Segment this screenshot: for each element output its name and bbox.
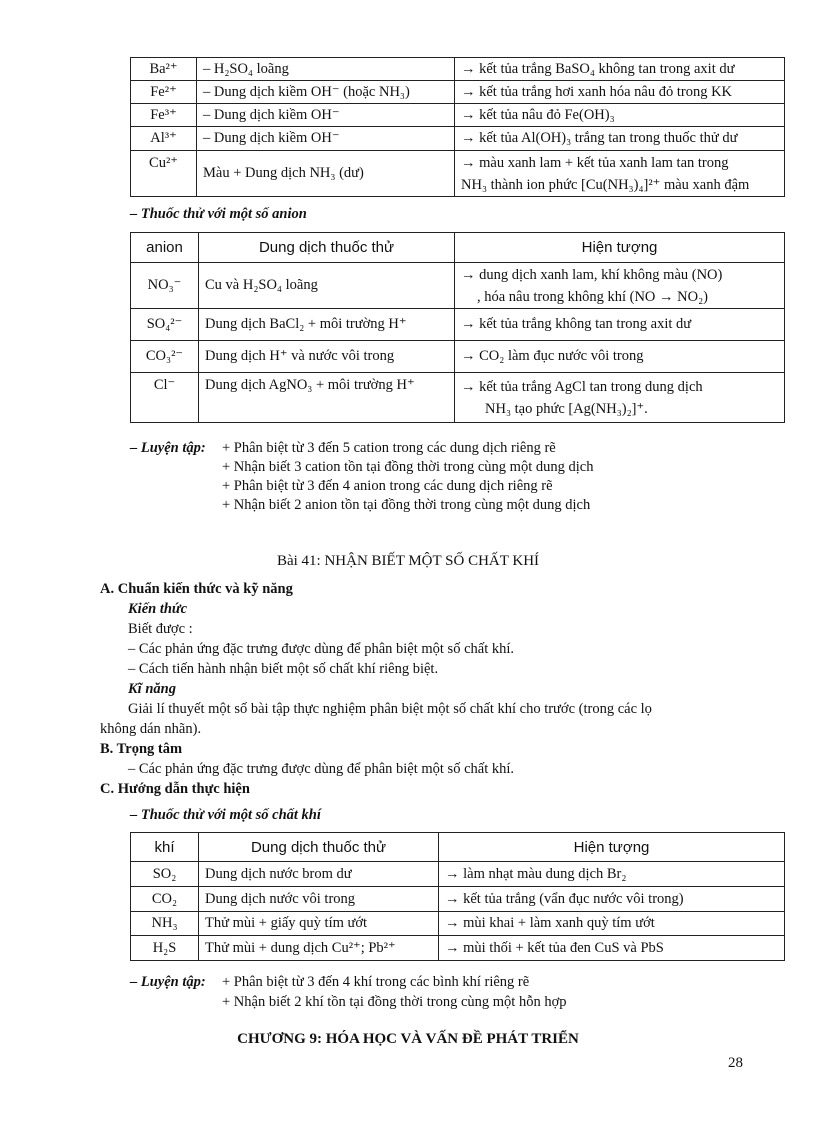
reagent-cell: Dung dịch BaCl₂ + môi trường H⁺	[199, 309, 455, 341]
phenomenon-line: NH₃ tạo phức [Ag(NH₃)₂]⁺.	[485, 400, 648, 417]
ion-cell: Ba²⁺	[131, 58, 197, 81]
lesson-title: Bài 41: NHẬN BIẾT MỘT SỐ CHẤT KHÍ	[276, 553, 540, 569]
page-number: 28	[728, 1055, 743, 1071]
paragraph: Biết được :	[128, 621, 193, 637]
ion-cell: NO₃⁻	[131, 263, 199, 309]
ion-cell: Al³⁺	[131, 127, 197, 151]
column-header: anion	[131, 233, 199, 263]
phenomenon-cell: → CO₂ làm đục nước vôi trong	[455, 341, 785, 373]
paragraph: không dán nhãn).	[100, 721, 202, 737]
reagent-cell: Dung dịch nước brom dư	[199, 862, 439, 887]
section-b-heading: B. Trọng tâm	[100, 741, 183, 757]
reagent-cell: – H₂SO₄ loãng	[197, 58, 455, 81]
table-row	[131, 341, 785, 373]
table-row	[131, 104, 785, 127]
ion-cell: SO₄²⁻	[131, 309, 199, 341]
chapter-title: CHƯƠNG 9: HÓA HỌC VÀ VẤN ĐỀ PHÁT TRIỂN	[237, 1031, 579, 1047]
practice-item: + Phân biệt từ 3 đến 4 khí trong các bình khí riêng rẽ	[222, 974, 530, 990]
reagent-cell: Màu + Dung dịch NH₃ (dư)	[197, 151, 455, 197]
ion-cell: Fe³⁺	[131, 104, 197, 127]
gas-cell: NH₃	[131, 912, 199, 936]
list-item: – Các phản ứng đặc trưng được dùng để phân biệt một số chất khí.	[128, 761, 515, 777]
section-c-heading: C. Hướng dẫn thực hiện	[100, 781, 250, 797]
section-a-heading: A. Chuẩn kiến thức và kỹ năng	[100, 581, 293, 597]
table-row	[131, 309, 785, 341]
paragraph: Giải lí thuyết một số bài tập thực nghiệm phân biệt một số chất khí cho trước (trong các lọ	[128, 701, 652, 717]
ion-cell: Fe²⁺	[131, 81, 197, 104]
table-row	[131, 887, 785, 912]
practice-item: + Nhận biết 2 anion tồn tại đồng thời trong cùng một dung dịch	[222, 497, 591, 513]
table-row	[131, 127, 785, 151]
list-item: – Các phản ứng đặc trưng được dùng để phân biệt một số chất khí.	[128, 641, 515, 657]
phenomenon-cell: → mùi khai + làm xanh quỳ tím ướt	[439, 912, 785, 936]
reagent-cell: Dung dịch nước vôi trong	[199, 887, 439, 912]
cation-table	[130, 57, 785, 197]
column-header: Dung dịch thuốc thử	[199, 833, 439, 862]
table-row	[131, 862, 785, 887]
practice-item: + Phân biệt từ 3 đến 5 cation trong các dung dịch riêng rẽ	[222, 440, 556, 456]
table-row	[131, 936, 785, 961]
gas-heading: – Thuốc thử với một số chất khí	[130, 807, 321, 823]
phenomenon-line: → kết tủa trắng AgCl tan trong dung dịch	[461, 378, 703, 395]
phenomenon-line: → dung dịch xanh lam, khí không màu (NO)	[461, 266, 723, 283]
subheading-ki-nang: Kĩ năng	[128, 681, 176, 697]
ion-cell: CO₃²⁻	[131, 341, 199, 373]
phenomenon-cell	[455, 373, 785, 423]
reagent-cell: Dung dịch H⁺ và nước vôi trong	[199, 341, 455, 373]
ion-cell: Cu²⁺	[131, 151, 197, 197]
phenomenon-cell	[455, 151, 785, 197]
anion-heading: – Thuốc thử với một số anion	[130, 206, 307, 222]
reagent-cell: – Dung dịch kiềm OH⁻	[197, 104, 455, 127]
phenomenon-cell: → mùi thối + kết tủa đen CuS và PbS	[439, 936, 785, 961]
gas-cell: SO₂	[131, 862, 199, 887]
phenomenon-cell: → kết tủa nâu đỏ Fe(OH)₃	[455, 104, 785, 127]
phenomenon-cell: → làm nhạt màu dung dịch Br₂	[439, 862, 785, 887]
phenomenon-cell: → kết tủa trắng BaSO₄ không tan trong axit dư	[455, 58, 785, 81]
reagent-cell: – Dung dịch kiềm OH⁻	[197, 127, 455, 151]
phenomenon-cell: → kết tủa trắng (vẩn đục nước vôi trong)	[439, 887, 785, 912]
table-header-row	[131, 233, 785, 263]
column-header: Dung dịch thuốc thử	[199, 233, 455, 263]
list-item: – Cách tiến hành nhận biết một số chất khí riêng biệt.	[128, 661, 439, 677]
column-header: Hiện tượng	[439, 833, 785, 862]
phenomenon-cell	[455, 263, 785, 309]
reagent-cell: Thử mùi + giấy quỳ tím ướt	[199, 912, 439, 936]
practice-label: – Luyện tập:	[130, 974, 206, 990]
phenomenon-line: → màu xanh lam + kết tủa xanh lam tan trong	[461, 154, 729, 171]
practice-label: – Luyện tập:	[130, 440, 206, 456]
column-header: Hiện tượng	[455, 233, 785, 263]
gas-cell: H₂S	[131, 936, 199, 961]
reagent-cell: Cu và H₂SO₄ loãng	[199, 263, 455, 309]
practice-item: + Nhận biết 2 khí tồn tại đồng thời trong cùng một hỗn hợp	[222, 994, 567, 1010]
reagent-cell: Dung dịch AgNO₃ + môi trường H⁺	[199, 373, 455, 423]
phenomenon-cell: → kết tủa trắng không tan trong axit dư	[455, 309, 785, 341]
gas-table	[130, 832, 785, 961]
table-row	[131, 81, 785, 104]
ion-cell: Cl⁻	[131, 373, 199, 423]
table-header-row	[131, 833, 785, 862]
phenomenon-line: , hóa nâu trong không khí (NO → NO₂)	[477, 288, 708, 305]
table-row	[131, 373, 785, 423]
phenomenon-cell: → kết tủa Al(OH)₃ trắng tan trong thuốc thử dư	[455, 127, 785, 151]
phenomenon-cell: → kết tủa trắng hơi xanh hóa nâu đỏ trong KK	[455, 81, 785, 104]
table-row	[131, 912, 785, 936]
table-row	[131, 151, 785, 197]
subheading-kien-thuc: Kiến thức	[128, 601, 188, 617]
reagent-cell: – Dung dịch kiềm OH⁻ (hoặc NH₃)	[197, 81, 455, 104]
table-row	[131, 263, 785, 309]
practice-item: + Phân biệt từ 3 đến 4 anion trong các dung dịch riêng rẽ	[222, 478, 553, 494]
gas-cell: CO₂	[131, 887, 199, 912]
anion-table	[130, 232, 785, 423]
phenomenon-line: NH₃ thành ion phức [Cu(NH₃)₄]²⁺ màu xanh đậm	[461, 176, 750, 193]
reagent-cell: Thử mùi + dung dịch Cu²⁺; Pb²⁺	[199, 936, 439, 961]
column-header: khí	[131, 833, 199, 862]
practice-item: + Nhận biết 3 cation tồn tại đồng thời trong cùng một dung dịch	[222, 459, 594, 475]
table-row	[131, 58, 785, 81]
